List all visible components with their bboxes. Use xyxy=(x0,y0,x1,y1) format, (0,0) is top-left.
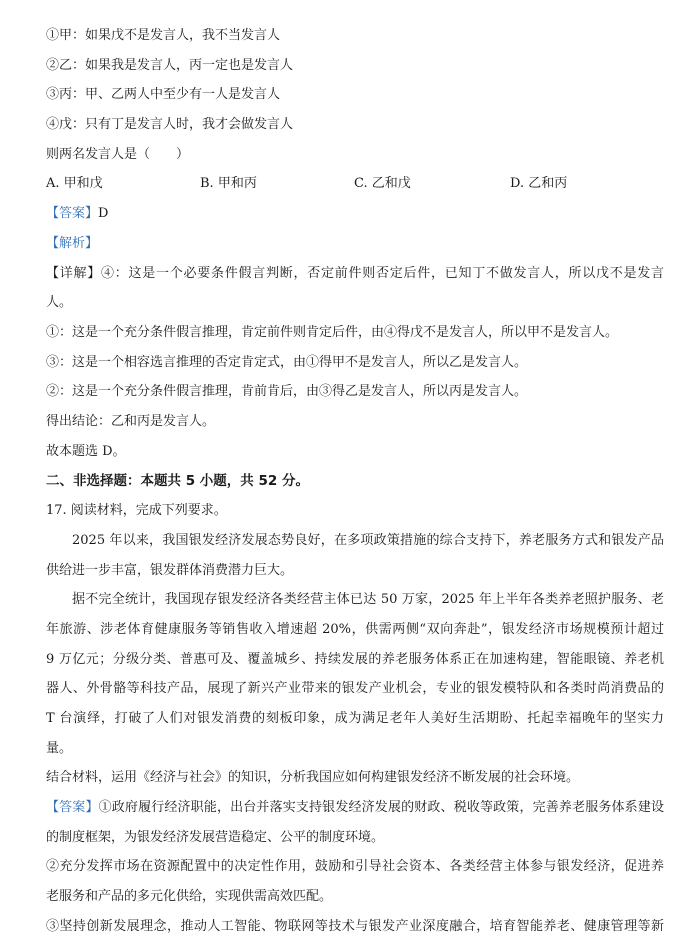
statement-wu: ④戊：只有丁是发言人时，我才会做发言人 xyxy=(46,117,294,132)
answer-text: ①政府履行经济职能，出台并落实支持银发经济发展的财政、税收等政策，完善养老服务体系建设 xyxy=(98,800,664,815)
material-line: 量。 xyxy=(46,741,73,756)
detail-tag: 【详解】 xyxy=(46,266,101,281)
material-line: 9 万亿元；分级分类、普惠可及、覆盖城乡、持续发展的养老服务体系正在加速构建，智能眼镜、养老机 xyxy=(46,652,664,667)
question-text: 结合材料，运用《经济与社会》的知识，分析我国应如何构建银发经济不断发展的社会环境。 xyxy=(46,770,580,785)
detail-line: ③：这是一个相容选言推理的否定肯定式，由①得甲不是发言人，所以乙是发言人。 xyxy=(46,355,528,370)
material-line: 2025 年以来，我国银发经济发展态势良好，在多项政策措施的综合支持下，养老服务方式和银发产品 xyxy=(72,533,664,548)
statement-bing: ③丙：甲、乙两人中至少有一人是发言人 xyxy=(46,87,281,102)
answer-line xyxy=(46,205,108,223)
answer-line: 的制度框架，为银发经济发展营造稳定、公平的制度环境。 xyxy=(46,830,385,845)
statement-jia: ①甲：如果戊不是发言人，我不当发言人 xyxy=(46,28,281,43)
question-stem: 17. 阅读材料，完成下列要求。 xyxy=(46,503,227,518)
option-b: B. 甲和丙 xyxy=(200,176,257,191)
detail-text: ④：这是一个必要条件假言判断，否定前件则否定后件，已知丁不做发言人，所以戊不是发言 xyxy=(101,266,664,281)
material-line: 据不完全统计，我国现存银发经济各类经营主体已达 50 万家，2025 年上半年各类养老照护服务、老 xyxy=(72,592,664,607)
detail-line: ①：这是一个充分条件假言推理，肯定前件则肯定后件，由④得戊不是发言人，所以甲不是发言人。 xyxy=(46,325,619,340)
detail-line: 得出结论：乙和丙是发言人。 xyxy=(46,414,216,429)
question-prompt: 则两名发言人是（ ） xyxy=(46,147,190,162)
answer-tag: 【答案】 xyxy=(46,206,99,221)
answer-line: ②充分发挥市场在资源配置中的决定性作用，鼓励和引导社会资本、各类经营主体参与银发经济，促进养 xyxy=(46,859,664,874)
material-line: 供给进一步丰富，银发群体消费潜力巨大。 xyxy=(46,563,294,578)
analysis-tag: 【解析】 xyxy=(46,236,99,251)
material-line: T 台演绎，打破了人们对银发消费的刻板印象，成为满足老年人美好生活期盼、托起幸福晚年的坚实力 xyxy=(46,711,664,726)
answer-line: 老服务和产品的多元化供给，实现供需高效匹配。 xyxy=(46,889,333,904)
material-line: 年旅游、涉老体育健康服务等销售收入增速超 20%，供需两侧“双向奔赴”，银发经济市场规模预计超过 xyxy=(46,622,664,637)
detail-line: 故本题选 D。 xyxy=(46,444,126,459)
detail-line xyxy=(46,265,664,283)
material-line: 器人、外骨骼等科技产品，展现了新兴产业带来的银发产业机会，专业的银发模特队和各类时尚消费品的 xyxy=(46,681,664,696)
answer-line xyxy=(46,799,664,817)
option-c: C. 乙和戊 xyxy=(354,176,411,191)
answer-tag: 【答案】 xyxy=(46,800,99,815)
detail-line: 人。 xyxy=(46,295,73,310)
option-a: A. 甲和戊 xyxy=(46,176,103,191)
answer-line: ③坚持创新发展理念，推动人工智能、物联网等技术与银发产业深度融合，培育智能养老、健康管理等新 xyxy=(46,919,664,934)
statement-yi: ②乙：如果我是发言人，丙一定也是发言人 xyxy=(46,58,294,73)
section-heading: 二、非选择题：本题共 5 小题，共 52 分。 xyxy=(46,473,309,489)
answer-value: D xyxy=(98,206,109,221)
detail-line: ②：这是一个充分条件假言推理，肯前肯后，由③得乙是发言人，所以丙是发言人。 xyxy=(46,384,528,399)
option-d: D. 乙和丙 xyxy=(510,176,568,191)
